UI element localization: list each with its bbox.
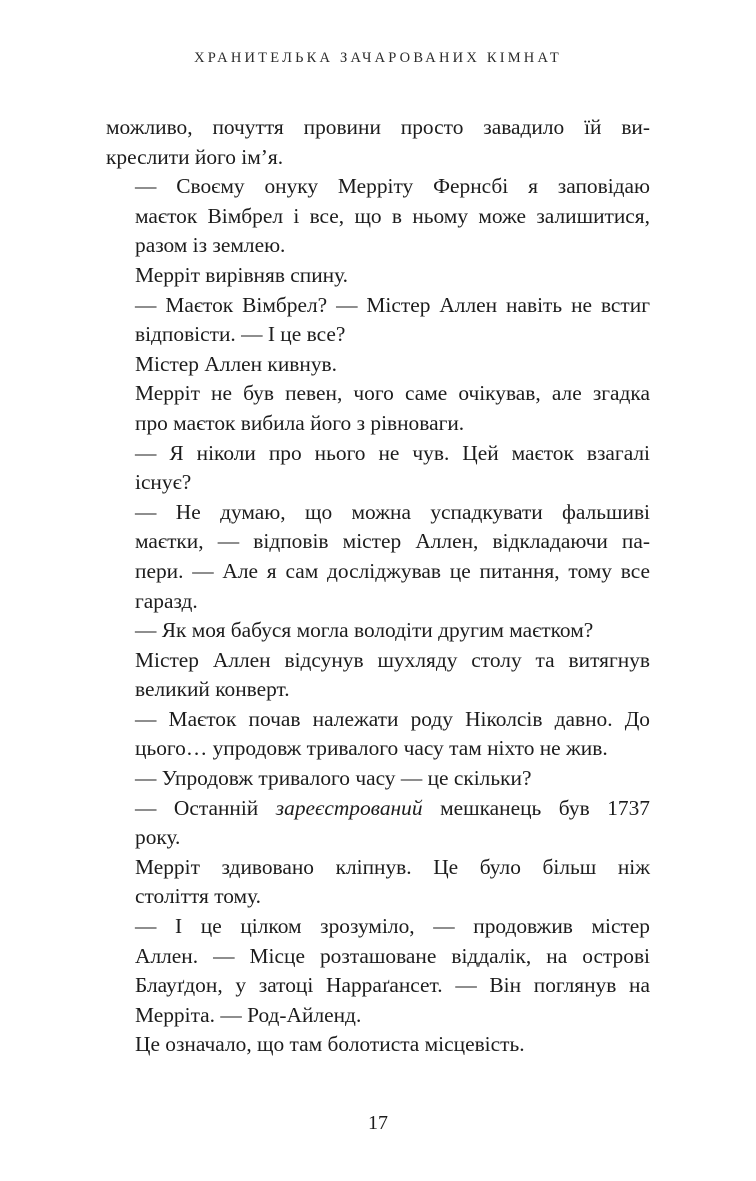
paragraph xyxy=(106,439,650,498)
text-line: — Я ніколи про нього не чув. Цей маєток взагалі xyxy=(135,440,650,465)
text-line: — Упродовж тривалого часу — це скільки? xyxy=(135,766,532,791)
running-head: ХРАНИТЕЛЬКА ЗАЧАРОВАНИХ КІМНАТ xyxy=(194,50,562,66)
text-line: Містер Аллен кивнув. xyxy=(135,351,337,376)
text-line: відповісти. — І це все? xyxy=(135,322,346,347)
paragraph xyxy=(106,853,650,912)
text-line: про маєток вибила його з рівноваги. xyxy=(135,410,465,435)
text-line: Аллен. — Місце розташоване віддалік, на острові xyxy=(135,943,650,968)
text-line: Блауґдон, у затоці Нарраґансет. — Він поглянув на xyxy=(135,973,650,998)
text-line: Мерріт здивовано кліпнув. Це було більш ніж xyxy=(135,854,650,879)
text-line: разом із землею. xyxy=(135,233,286,258)
paragraph xyxy=(106,764,650,794)
paragraph xyxy=(106,172,650,261)
paragraph xyxy=(106,616,650,646)
paragraph xyxy=(106,705,650,764)
paragraph xyxy=(106,350,650,380)
paragraph xyxy=(106,113,650,172)
text-line: пери. — Але я сам досліджував це питання, тому все xyxy=(135,558,650,583)
paragraph xyxy=(106,912,650,1030)
text-line: — Маєток почав належати роду Ніколсів давно. До xyxy=(135,706,650,731)
text-line: — Не думаю, що можна успадкувати фальшиві xyxy=(135,499,650,524)
paragraph xyxy=(106,261,650,291)
text-line: Містер Аллен відсунув шухляду столу та витягнув xyxy=(135,647,650,672)
text-line: маєтки, — відповів містер Аллен, відкладаючи па- xyxy=(135,529,650,554)
body-text xyxy=(106,113,650,1060)
text-run: — Останній xyxy=(135,795,276,820)
text-line: великий конверт. xyxy=(135,677,290,702)
page-number: 17 xyxy=(368,1112,388,1134)
paragraph xyxy=(106,291,650,350)
text-line: — Маєток Вімбрел? — Містер Аллен навіть не встиг xyxy=(135,292,650,317)
text-line: існує? xyxy=(135,470,192,495)
text-run: мешканець був 1737 xyxy=(422,795,650,820)
text-line: — І це цілком зрозуміло, — продовжив містер xyxy=(135,914,650,939)
text-line: століття тому. xyxy=(135,884,261,909)
paragraph xyxy=(106,794,650,853)
paragraph xyxy=(106,1030,650,1060)
text-line: Мерріт не був певен, чого саме очікував, але згадка xyxy=(135,381,650,406)
text-line: можливо, почуття провини просто завадило їй ви- xyxy=(106,115,650,139)
text-line: — Як моя бабуся могла володіти другим маєтком? xyxy=(135,618,594,643)
paragraph xyxy=(106,379,650,438)
text-line: Мерріт вирівняв спину. xyxy=(135,262,349,287)
text-line: гаразд. xyxy=(135,588,198,613)
text-line xyxy=(106,794,650,824)
text-line: року. xyxy=(135,825,181,850)
text-line: Це означало, що там болотиста місцевість. xyxy=(135,1032,525,1057)
text-line: Мерріта. — Род-Айленд. xyxy=(135,1002,362,1027)
paragraph xyxy=(106,498,650,616)
text-line: цього… упродовж тривалого часу там ніхто не жив. xyxy=(135,736,608,761)
text-line: маєток Вімбрел і все, що в ньому може залишитися, xyxy=(135,203,650,228)
italic-word: зареєстрований xyxy=(275,795,423,820)
paragraph xyxy=(106,646,650,705)
text-line: — Своєму онуку Мерріту Фернсбі я заповідаю xyxy=(135,174,650,199)
text-line: креслити його ім’я. xyxy=(106,144,284,169)
